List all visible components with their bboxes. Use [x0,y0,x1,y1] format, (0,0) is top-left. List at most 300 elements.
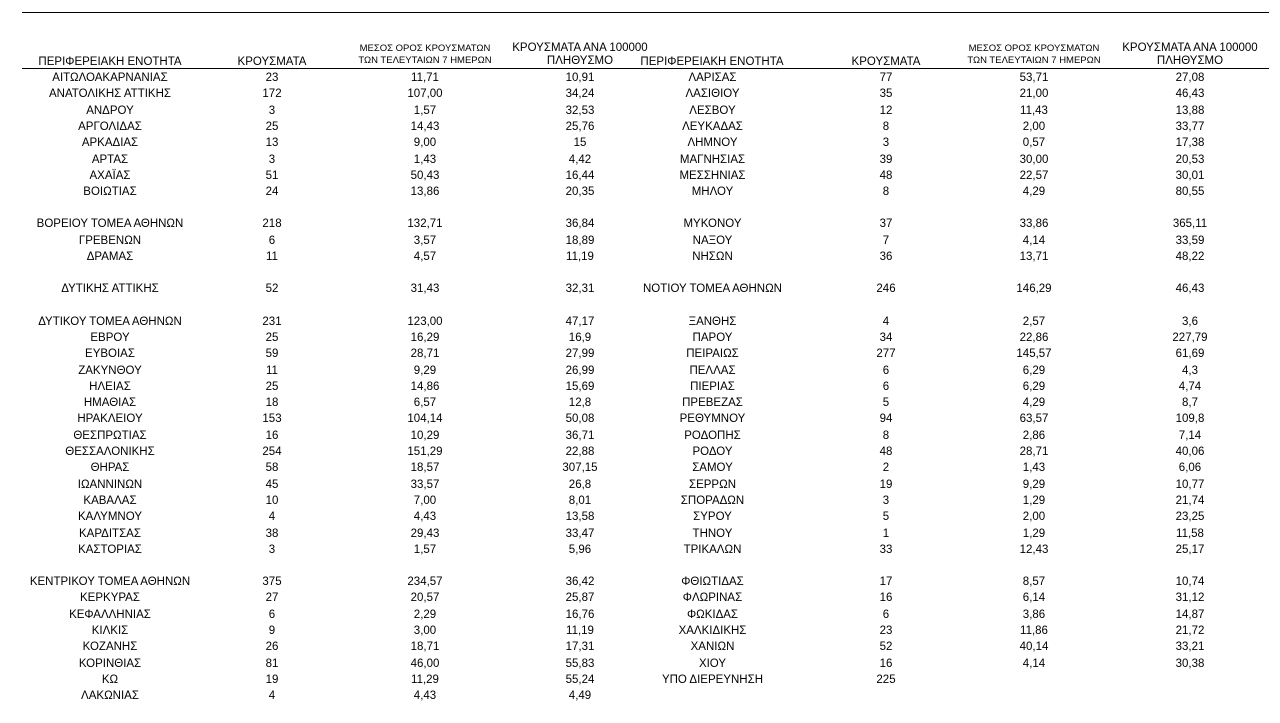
region-cell: ΗΛΕΙΑΣ [89,380,131,393]
per100k-cell: 13,58 [565,511,595,524]
table-row [0,135,640,151]
region-cell: ΔΥΤΙΚΟΥ ΤΟΜΕΑ ΑΘΗΝΩΝ [38,315,182,328]
per100k-cell: 227,79 [1172,331,1208,344]
cases-cell: 52 [879,641,893,654]
region-cell: ΣΕΡΡΩΝ [688,478,737,491]
cases-cell: 6 [268,608,276,621]
per100k-cell: 11,58 [1176,527,1204,540]
table-row [630,395,1270,411]
region-cell: ΝΑΞΟΥ [692,234,733,247]
region-cell: ΦΛΩΡΙΝΑΣ [682,592,743,605]
region-cell: ΚΕΝΤΡΙΚΟΥ ΤΟΜΕΑ ΑΘΗΝΩΝ [29,576,191,589]
region-cell: ΛΑΚΩΝΙΑΣ [81,690,139,703]
per100k-cell: 8,7 [1182,397,1198,410]
cases-cell: 19 [265,673,279,686]
table-row [0,233,640,249]
avg7-cell: 9,00 [413,137,437,150]
per100k-cell: 17,31 [565,641,595,654]
per100k-cell: 25,76 [565,120,595,133]
table-row [630,330,1270,346]
per100k-cell: 25,87 [565,592,595,605]
header-region: ΠΕΡΙΦΕΡΕΙΑΚΗ ΕΝΟΤΗΤΑ [640,56,784,68]
region-cell: ΛΑΣΙΘΙΟΥ [685,88,740,101]
per100k-cell: 6,06 [1178,462,1202,475]
top-rule [22,12,1269,13]
avg7-cell: 10,29 [410,429,440,442]
table-row [0,688,640,704]
region-cell: ΣΥΡΟΥ [693,511,732,524]
per100k-cell: 33,77 [1175,120,1205,133]
region-cell: ΠΙΕΡΙΑΣ [690,380,735,393]
table-row [630,574,1270,590]
table-row [630,542,1270,558]
region-cell: ΓΡΕΒΕΝΩΝ [78,234,142,247]
table-row [0,314,640,330]
table-row [630,233,1270,249]
per100k-cell: 15,69 [565,380,595,393]
avg7-cell: 13,71 [1019,251,1049,263]
avg7-cell: 4,43 [413,511,437,524]
avg7-cell: 29,43 [410,527,440,540]
cases-cell: 59 [265,348,279,361]
table-row [0,428,640,444]
avg7-cell: 9,29 [413,364,437,377]
cases-cell: 36 [879,251,893,263]
table-row [630,477,1270,493]
avg7-cell: 63,57 [1019,413,1049,426]
region-cell: ΠΕΙΡΑΙΩΣ [686,348,739,361]
region-cell: ΦΘΙΩΤΙΔΑΣ [681,576,744,589]
per100k-cell: 20,53 [1175,153,1205,166]
region-cell: ΒΟΙΩΤΙΑΣ [83,186,137,199]
table-row [0,395,640,411]
table-row [630,607,1270,623]
header-region: ΠΕΡΙΦΕΡΕΙΑΚΗ ΕΝΟΤΗΤΑ [38,56,182,68]
cases-cell: 38 [265,527,279,540]
avg7-cell: 28,71 [410,348,440,361]
per100k-cell: 40,06 [1175,446,1205,458]
region-cell: ΜΗΛΟΥ [691,186,734,199]
region-cell: ΘΗΡΑΣ [90,462,130,475]
region-cell: ΒΟΡΕΙΟΥ ΤΟΜΕΑ ΑΘΗΝΩΝ [36,218,184,231]
cases-cell: 2 [882,462,890,475]
cases-cell: 172 [262,88,282,101]
per100k-cell: 307,15 [562,462,598,475]
cases-cell: 375 [262,576,282,589]
avg7-cell: 4,14 [1022,234,1046,247]
table-row [0,216,640,232]
table-row [0,103,640,119]
table-row [630,135,1270,151]
header-avg7-line1: ΜΕΣΟΣ ΟΡΟΣ ΚΡΟΥΣΜΑΤΩΝ [968,43,1100,54]
cases-cell: 24 [265,186,279,199]
region-cell: ΤΡΙΚΑΛΩΝ [683,543,742,556]
per100k-cell: 32,31 [565,283,595,296]
region-cell: ΑΡΓΟΛΙΔΑΣ [78,120,142,133]
table-row [0,119,640,135]
avg7-cell: 13,86 [410,186,440,199]
avg7-cell: 11,86 [1020,625,1048,637]
header-rule [22,68,1269,69]
region-cell: ΕΥΒΟΙΑΣ [85,348,135,361]
cases-cell: 25 [265,380,279,393]
per100k-cell: 16,9 [568,331,592,344]
cases-cell: 1 [882,527,890,540]
table-row [630,623,1270,639]
cases-cell: 33 [879,543,893,556]
avg7-cell: 2,00 [1022,511,1046,524]
per100k-cell: 26,8 [568,478,592,491]
table-row [0,542,640,558]
table-row [630,672,1270,688]
avg7-cell: 1,43 [413,153,437,166]
avg7-cell: 2,29 [413,608,437,621]
avg7-cell: 3,86 [1022,608,1046,621]
per100k-cell: 4,42 [568,153,592,166]
cases-cell: 246 [876,283,896,296]
avg7-cell: 4,43 [413,690,437,703]
per100k-cell: 50,08 [565,413,595,426]
per100k-cell: 47,17 [565,315,595,328]
cases-cell: 277 [876,348,896,361]
cases-cell: 10 [265,494,279,507]
region-cell: ΧΑΛΚΙΔΙΚΗΣ [678,625,747,637]
region-cell: ΗΜΑΘΙΑΣ [83,397,137,410]
avg7-cell: 14,43 [410,120,440,133]
avg7-cell: 107,00 [407,88,443,101]
table-row [0,249,640,265]
region-cell: ΣΠΟΡΑΔΩΝ [680,494,745,507]
table-row [0,330,640,346]
per100k-cell: 16,44 [565,169,595,182]
avg7-cell: 28,71 [1019,446,1049,458]
region-cell: ΥΠΟ ΔΙΕΡΕΥΝΗΣΗ [661,673,764,686]
cases-cell: 4 [268,690,276,703]
avg7-cell: 2,86 [1022,429,1046,442]
avg7-cell: 31,43 [410,283,440,296]
per100k-cell: 109,8 [1175,413,1205,426]
cases-cell: 7 [882,234,890,247]
table-row [630,444,1270,460]
cases-cell: 3 [268,104,276,117]
region-cell: ΑΝΔΡΟΥ [86,104,134,117]
cases-cell: 218 [262,218,282,231]
cases-cell: 4 [882,315,890,328]
cases-cell: 25 [265,120,279,133]
per100k-cell: 27,99 [565,348,595,361]
per100k-cell: 32,53 [565,104,595,117]
avg7-cell: 33,57 [410,478,440,491]
per100k-cell: 13,88 [1175,104,1205,117]
cases-cell: 81 [265,657,279,670]
avg7-cell: 8,57 [1022,576,1046,589]
per100k-cell: 48,22 [1175,251,1205,263]
region-cell: ΠΡΕΒΕΖΑΣ [682,397,743,410]
table-row [0,526,640,542]
table-row [630,639,1270,655]
header-cases: ΚΡΟΥΣΜΑΤΑ [237,56,307,68]
header-avg7-line2: ΤΩΝ ΤΕΛΕΥΤΑΙΩΝ 7 ΗΜΕΡΩΝ [358,55,492,66]
table-row [630,119,1270,135]
region-cell: ΔΥΤΙΚΗΣ ΑΤΤΙΚΗΣ [61,283,159,296]
table-row [0,509,640,525]
cases-cell: 5 [882,397,890,410]
table-row [0,672,640,688]
cases-cell: 3 [882,137,890,150]
per100k-cell: 33,47 [565,527,595,540]
region-cell: ΠΑΡΟΥ [692,331,733,344]
region-cell: ΑΡΚΑΔΙΑΣ [81,137,139,150]
per100k-cell: 10,91 [565,72,595,84]
table-row [630,216,1270,232]
region-cell: ΚΑΡΔΙΤΣΑΣ [79,527,141,540]
table-row [630,460,1270,476]
cases-cell: 5 [882,511,890,524]
per100k-cell: 55,83 [565,657,595,670]
region-cell: ΛΕΥΚΑΔΑΣ [682,120,743,133]
cases-cell: 17 [879,576,893,589]
avg7-cell: 11,71 [411,72,439,84]
table-row [630,314,1270,330]
per100k-cell: 25,17 [1175,543,1205,556]
table-row [0,152,640,168]
cases-cell: 16 [265,429,279,442]
cases-cell: 19 [879,478,893,491]
cases-cell: 37 [879,218,893,231]
header-per100k-line2: ΠΛΗΘΥΣΜΟ [1156,55,1224,67]
table-row [0,460,640,476]
table-row [630,590,1270,606]
per100k-cell: 4,49 [568,690,592,703]
cases-cell: 4 [268,511,276,524]
avg7-cell: 4,14 [1022,657,1046,670]
region-cell: ΦΩΚΙΔΑΣ [686,608,739,621]
region-cell: ΝΟΤΙΟΥ ΤΟΜΕΑ ΑΘΗΝΩΝ [643,283,782,296]
per100k-cell: 7,14 [1178,429,1202,442]
per100k-cell: 30,01 [1175,169,1205,182]
cases-cell: 9 [268,625,276,637]
avg7-cell: 6,14 [1022,592,1046,605]
cases-cell: 94 [879,413,893,426]
table-row [630,493,1270,509]
table-row [630,249,1270,265]
cases-cell: 23 [265,72,279,84]
region-cell: ΜΕΣΣΗΝΙΑΣ [679,169,746,182]
cases-cell: 6 [268,234,276,247]
per100k-cell: 30,38 [1175,657,1205,670]
avg7-cell: 1,57 [413,543,437,556]
cases-cell: 77 [879,72,893,84]
avg7-cell: 4,29 [1022,397,1046,410]
region-cell: ΙΩΑΝΝΙΝΩΝ [77,478,143,491]
table-row [630,509,1270,525]
region-cell: ΕΒΡΟΥ [90,331,130,344]
per100k-cell: 31,12 [1175,592,1205,605]
cases-cell: 8 [882,186,890,199]
region-cell: ΛΑΡΙΣΑΣ [688,72,737,84]
region-cell: ΗΡΑΚΛΕΙΟΥ [77,413,143,426]
per100k-cell: 36,42 [565,576,595,589]
table-row [0,623,640,639]
cases-cell: 225 [876,673,896,686]
cases-cell: 26 [265,641,279,654]
cases-cell: 18 [265,397,279,410]
table-row [630,152,1270,168]
avg7-cell: 50,43 [410,169,440,182]
per100k-cell: 16,76 [565,608,595,621]
cases-cell: 27 [265,592,279,605]
avg7-cell: 1,43 [1022,462,1046,475]
region-cell: ΚΕΦΑΛΛΗΝΙΑΣ [69,608,151,621]
region-cell: ΛΕΣΒΟΥ [689,104,736,117]
avg7-cell: 3,57 [413,234,437,247]
cases-cell: 12 [879,104,893,117]
table-row [0,70,640,86]
table-row [630,656,1270,672]
avg7-cell: 1,29 [1022,527,1046,540]
per100k-cell: 12,8 [568,397,592,410]
cases-cell: 39 [879,153,893,166]
avg7-cell: 22,86 [1019,331,1049,344]
table-row [0,444,640,460]
cases-cell: 13 [265,137,279,150]
table-row [630,86,1270,102]
table-row [0,281,640,297]
header-per100k-line1: ΚΡΟΥΣΜΑΤΑ ΑΝΑ 100000 [512,42,648,54]
region-cell: ΠΕΛΛΑΣ [689,364,736,377]
table-row [0,346,640,362]
table-row [630,184,1270,200]
cases-cell: 11 [266,364,278,377]
avg7-cell: 1,29 [1022,494,1046,507]
avg7-cell: 6,29 [1022,380,1046,393]
table-row [0,590,640,606]
cases-cell: 3 [268,543,276,556]
per100k-cell: 17,38 [1175,137,1205,150]
avg7-cell: 22,57 [1019,169,1049,182]
cases-cell: 58 [265,462,279,475]
region-cell: ΧΑΝΙΩΝ [690,641,735,654]
region-cell: ΡΟΔΟΥ [692,446,733,458]
per100k-cell: 61,69 [1175,348,1205,361]
table-row [630,379,1270,395]
per100k-cell: 20,35 [565,186,595,199]
header-avg7-line2: ΤΩΝ ΤΕΛΕΥΤΑΙΩΝ 7 ΗΜΕΡΩΝ [967,55,1101,66]
avg7-cell: 145,57 [1016,348,1052,361]
per100k-cell: 3,6 [1182,315,1198,328]
per100k-cell: 23,25 [1175,511,1205,524]
table-row [630,103,1270,119]
table-row [630,363,1270,379]
per100k-cell: 14,87 [1175,608,1205,621]
table-row [630,411,1270,427]
region-cell: ΚΑΣΤΟΡΙΑΣ [78,543,142,556]
cases-cell: 51 [265,169,279,182]
avg7-cell: 18,57 [410,462,440,475]
table-row [630,526,1270,542]
avg7-cell: 1,57 [413,104,437,117]
per100k-cell: 36,71 [565,429,595,442]
cases-cell: 6 [882,364,890,377]
avg7-cell: 6,57 [413,397,437,410]
cases-cell: 23 [879,625,893,637]
avg7-cell: 0,57 [1022,137,1046,150]
cases-cell: 11 [266,251,278,263]
table-row [630,168,1270,184]
avg7-cell: 132,71 [407,218,443,231]
cases-cell: 52 [265,283,279,296]
region-cell: ΧΙΟΥ [698,657,727,670]
per100k-cell: 4,3 [1182,364,1198,377]
cases-cell: 45 [265,478,279,491]
table-row [630,281,1270,297]
region-cell: ΑΡΤΑΣ [91,153,129,166]
region-cell: ΚΙΛΚΙΣ [91,625,129,637]
table-row [0,184,640,200]
avg7-cell: 30,00 [1019,153,1049,166]
avg7-cell: 151,29 [407,446,443,458]
per100k-cell: 21,74 [1175,494,1205,507]
header-per100k-line1: ΚΡΟΥΣΜΑΤΑ ΑΝΑ 100000 [1122,42,1258,54]
table-row [0,493,640,509]
cases-cell: 25 [265,331,279,344]
region-cell: ΞΑΝΘΗΣ [688,315,737,328]
avg7-cell: 11,29 [411,673,439,686]
table-row [0,656,640,672]
avg7-cell: 2,00 [1022,120,1046,133]
header-per100k-line2: ΠΛΗΘΥΣΜΟ [546,55,614,67]
per100k-cell: 4,74 [1178,380,1202,393]
table-row [630,346,1270,362]
cases-cell: 8 [882,120,890,133]
region-cell: ΔΡΑΜΑΣ [86,251,134,263]
region-cell: ΡΟΔΟΠΗΣ [684,429,741,442]
cases-cell: 3 [882,494,890,507]
table-row [630,428,1270,444]
avg7-cell: 18,71 [410,641,440,654]
region-cell: ΘΕΣΠΡΩΤΙΑΣ [73,429,147,442]
region-cell: ΘΕΣΣΑΛΟΝΙΚΗΣ [65,446,155,458]
region-cell: ΝΗΣΩΝ [692,251,733,263]
avg7-cell: 104,14 [407,413,443,426]
per100k-cell: 33,21 [1175,641,1205,654]
cases-cell: 48 [879,169,893,182]
avg7-cell: 123,00 [407,315,443,328]
per100k-cell: 10,74 [1175,576,1205,589]
avg7-cell: 4,57 [413,251,437,263]
region-cell: ΚΟΡΙΝΘΙΑΣ [78,657,142,670]
per100k-cell: 22,88 [565,446,595,458]
region-cell: ΡΕΘΥΜΝΟΥ [679,413,746,426]
per100k-cell: 36,84 [565,218,595,231]
avg7-cell: 4,29 [1022,186,1046,199]
avg7-cell: 20,57 [410,592,440,605]
region-cell: ΖΑΚΥΝΘΟΥ [78,364,142,377]
per100k-cell: 10,77 [1175,478,1205,491]
region-cell: ΑΧΑΪΑΣ [89,169,131,182]
region-cell: ΜΥΚΟΝΟΥ [683,218,742,231]
per100k-cell: 365,11 [1172,218,1208,231]
avg7-cell: 53,71 [1019,72,1049,84]
per100k-cell: 26,99 [565,364,595,377]
per100k-cell: 34,24 [565,88,595,101]
region-cell: ΑΙΤΩΛΟΑΚΑΡΝΑΝΙΑΣ [52,72,168,84]
avg7-cell: 46,00 [410,657,440,670]
avg7-cell: 7,00 [413,494,437,507]
cases-cell: 34 [879,331,893,344]
region-cell: ΚΑΒΑΛΑΣ [83,494,137,507]
region-cell: ΚΩ [101,673,119,686]
